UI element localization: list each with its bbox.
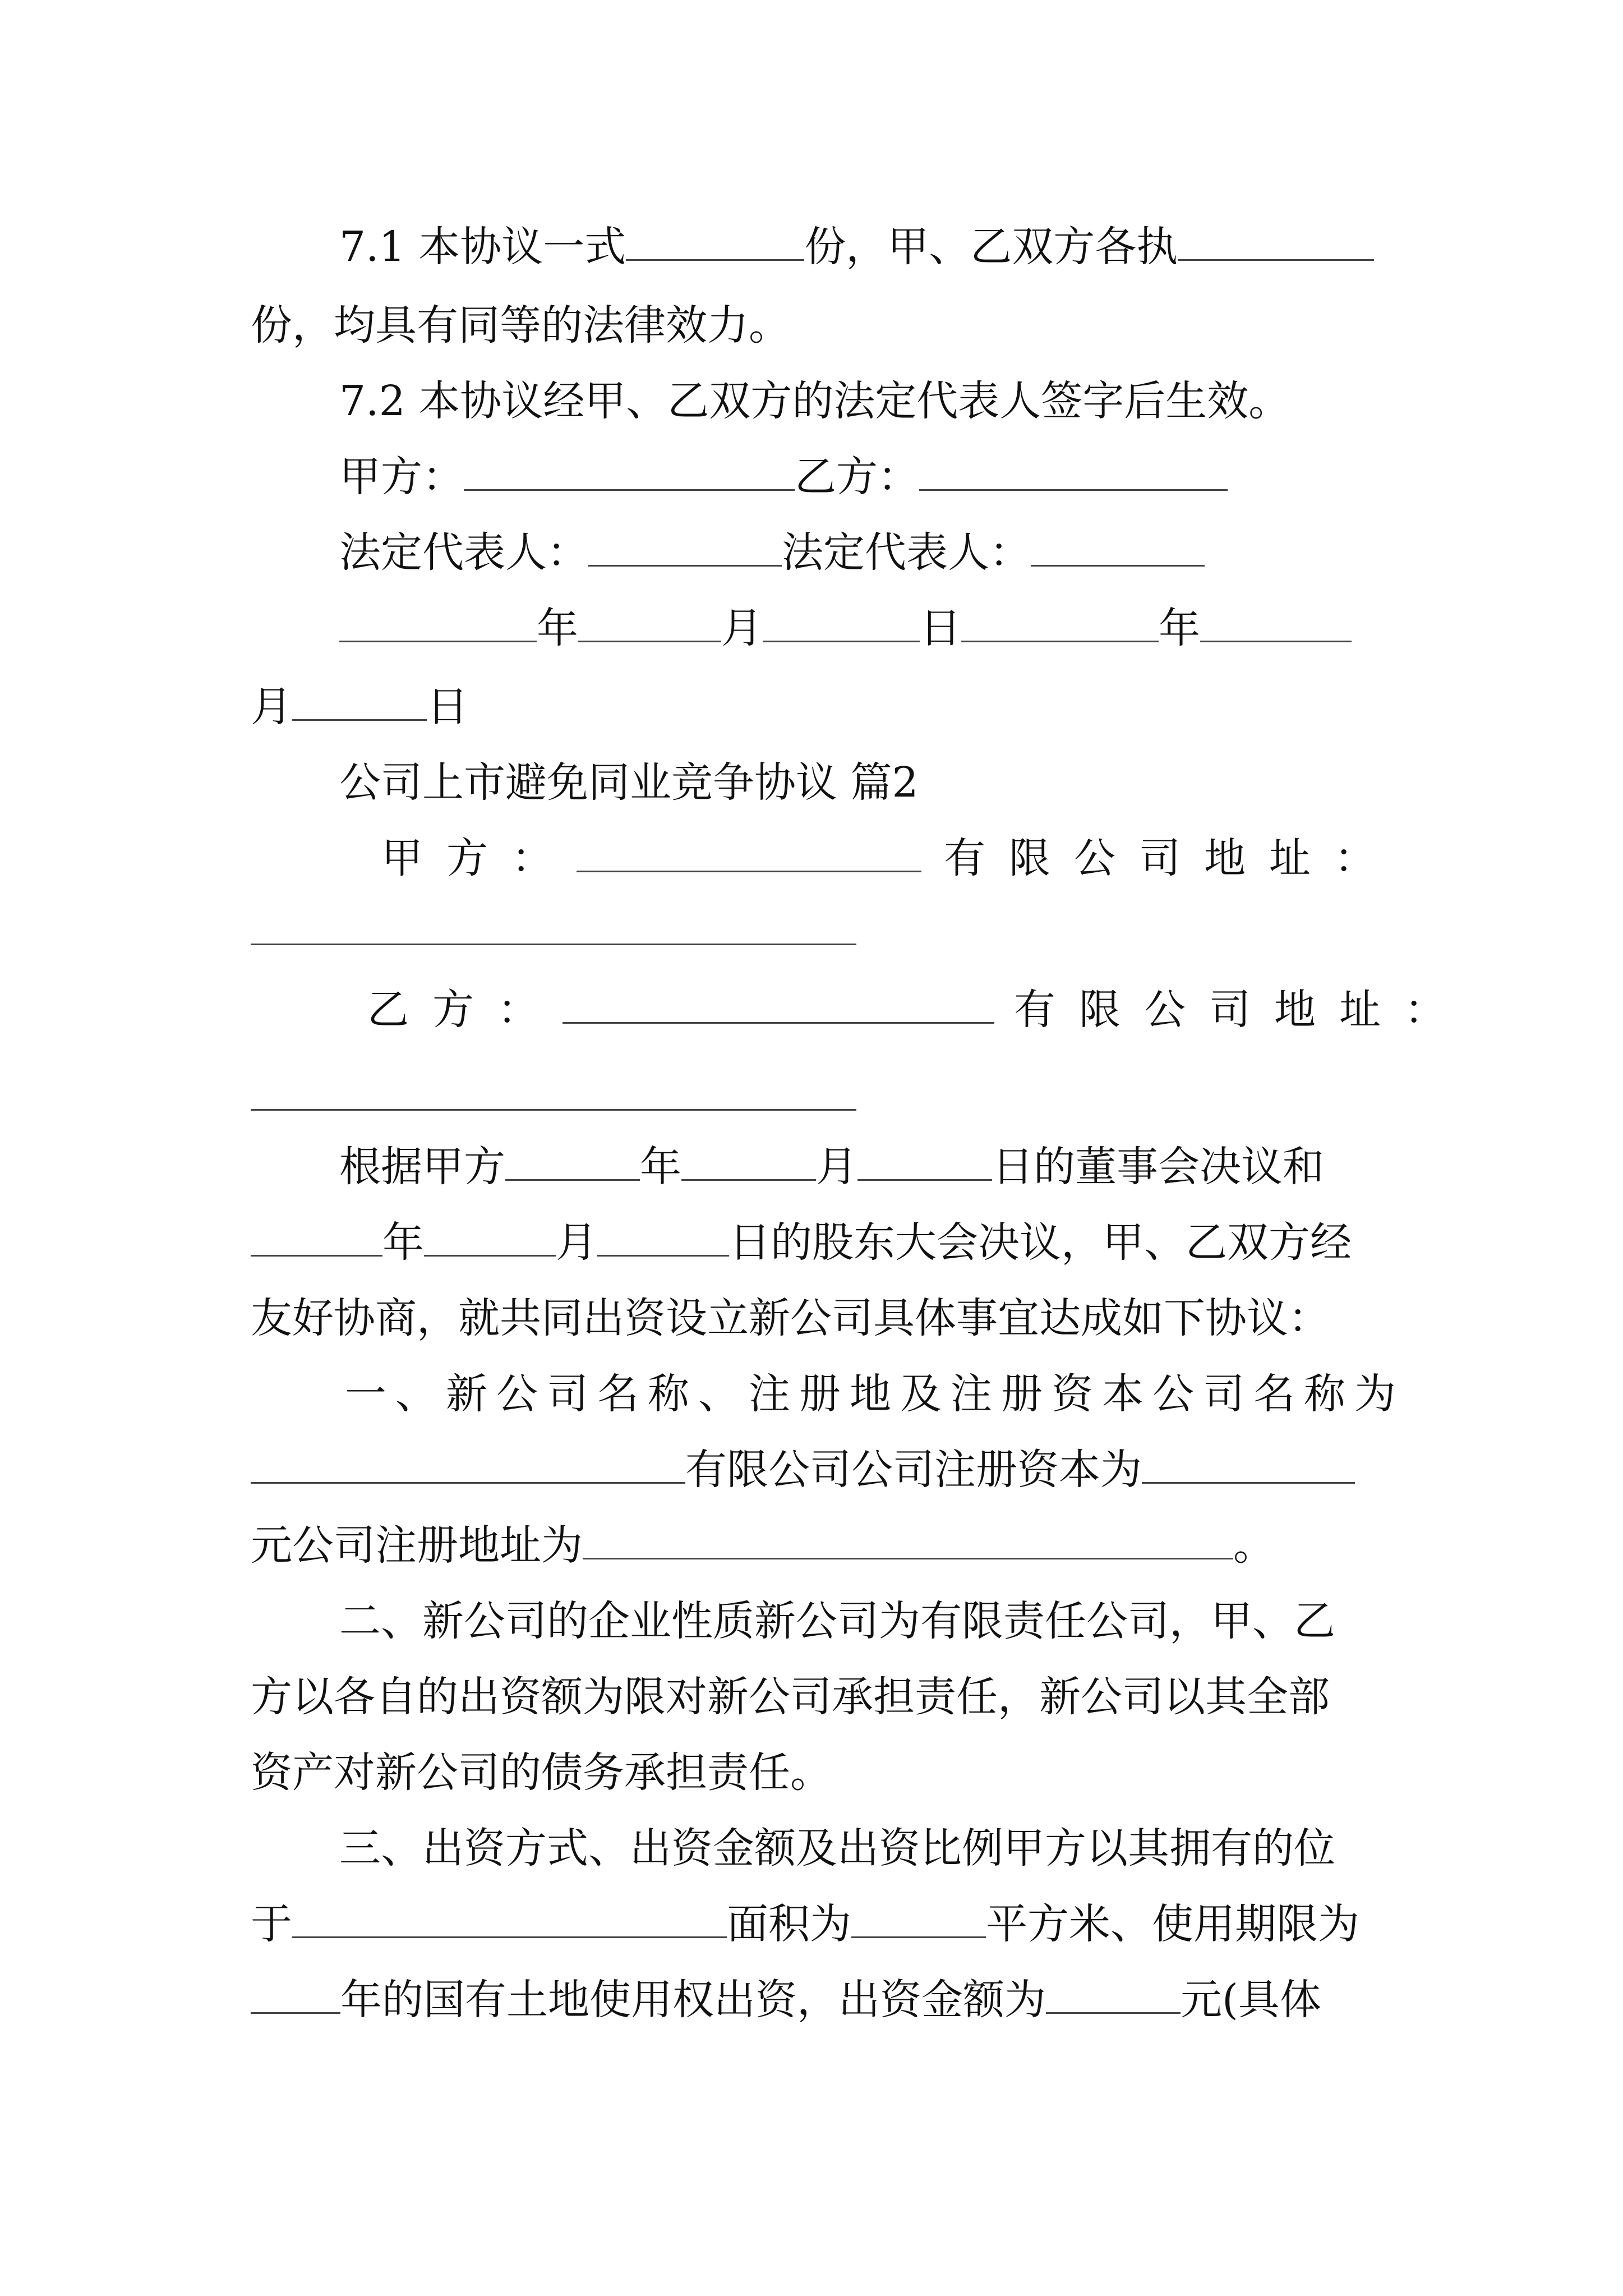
rep-a-label: 法定代表人： (339, 528, 588, 577)
land-area-blank[interactable] (851, 1896, 986, 1938)
copies-total-blank[interactable] (626, 219, 804, 261)
clause-7-2 (339, 373, 1290, 429)
year-label: 年 (537, 604, 578, 652)
clause-7-2-text: 7.2 本协议经甲、乙双方的法定代表人签字后生效。 (339, 377, 1290, 425)
party-a-label: 甲方： (339, 453, 464, 501)
month-label: 月 (556, 1218, 597, 1267)
clause1-line2 (251, 1442, 1355, 1498)
clause3-line3 (251, 1972, 1321, 2028)
clause-7-1-text-c: 份，均具有同等的法律效力。 (251, 301, 790, 349)
party-a-info-label: 甲方： (381, 834, 577, 882)
rep-b-blank[interactable] (1031, 524, 1205, 567)
party-b-address-line (251, 1069, 856, 1125)
clause3-text-d: 年的国有土地使用权出资，出资金额为 (340, 1976, 1046, 2024)
rep-b-label: 法定代表人： (782, 528, 1031, 577)
party-b-info-label: 乙方： (367, 986, 562, 1034)
intro-line2 (251, 1214, 1352, 1271)
signature-dates-line2 (251, 679, 468, 735)
party-b-address-label: 有限公司地址： (1014, 986, 1469, 1034)
party-a-address-line (251, 903, 856, 959)
land-location-blank[interactable] (292, 1896, 727, 1938)
party-b-blank[interactable] (919, 449, 1228, 491)
party-a-address-label: 有限公司地址： (944, 834, 1399, 882)
clause2-line1 (339, 1593, 1335, 1649)
party-a-address-blank[interactable] (251, 903, 856, 945)
date-b-day-blank[interactable] (292, 679, 427, 721)
year-label: 年 (1159, 604, 1200, 652)
signature-parties-line (339, 449, 1228, 505)
date-a-month-blank[interactable] (578, 600, 721, 642)
intro-line3 (251, 1290, 1330, 1346)
signature-reps-line (339, 524, 1205, 581)
day-label: 日 (427, 683, 468, 731)
intro-text-a: 根据甲方 (339, 1143, 505, 1191)
clause3-line2 (251, 1896, 1359, 1952)
registered-capital-blank[interactable] (1142, 1442, 1355, 1484)
board-year-blank[interactable] (505, 1139, 640, 1181)
company-name-blank[interactable] (251, 1442, 685, 1484)
clause1-text-a: 有限公司公司注册资本为 (685, 1446, 1142, 1494)
rep-a-blank[interactable] (588, 524, 782, 567)
clause3-text-c: 平方米、使用期限为 (986, 1900, 1359, 1948)
copies-each-blank[interactable] (1178, 219, 1374, 261)
year-label: 年 (640, 1143, 681, 1191)
day-label: 日 (920, 604, 961, 652)
clause3-line1 (339, 1820, 1335, 1876)
clause2-text-1: 二、新公司的企业性质新公司为有限责任公司，甲、乙 (339, 1597, 1335, 1645)
date-b-year-blank[interactable] (961, 600, 1159, 642)
clause1-text-b: 元公司注册地址为 (251, 1521, 583, 1570)
clause3-text-b: 面积为 (727, 1900, 851, 1948)
clause2-line3 (251, 1745, 832, 1801)
clause3-text-1: 三、出资方式、出资金额及出资比例甲方以其拥有的位 (339, 1824, 1335, 1872)
shareholder-month-blank[interactable] (424, 1214, 556, 1257)
intro-line1 (339, 1139, 1324, 1195)
intro-text-c: 日的股东大会决议，甲、乙双方经 (729, 1218, 1352, 1267)
clause-7-1-text-b: 份，甲、乙双方各执 (804, 223, 1178, 271)
clause1-heading (345, 1366, 1405, 1422)
contribution-amount-blank[interactable] (1046, 1972, 1181, 2014)
party-b-label: 乙方： (795, 453, 919, 501)
party-a-blank[interactable] (464, 449, 795, 491)
clause-7-1-line1 (339, 219, 1374, 275)
clause1-heading-text: 一、新公司名称、注册地及注册资本公司名称为 (345, 1370, 1405, 1418)
clause-7-1-line2 (251, 297, 790, 353)
clause3-text-a: 于 (251, 1900, 292, 1948)
registered-address-blank[interactable] (583, 1517, 1233, 1559)
signature-dates-line (339, 600, 1352, 656)
clause2-text-2: 方以各自的出资额为限对新公司承担责任，新公司以其全部 (251, 1673, 1330, 1721)
date-a-day-blank[interactable] (763, 600, 920, 642)
intro-text-d: 友好协商，就共同出资设立新公司具体事宜达成如下协议： (251, 1294, 1330, 1342)
party-a-line (381, 830, 1399, 886)
shareholder-year-blank[interactable] (251, 1214, 382, 1257)
section-title (339, 754, 919, 811)
date-b-month-blank[interactable] (1200, 600, 1352, 642)
party-a-company-blank[interactable] (577, 830, 921, 872)
month-label: 月 (251, 683, 292, 731)
clause2-text-3: 资产对新公司的债务承担责任。 (251, 1749, 832, 1797)
clause1-line3 (251, 1517, 1275, 1573)
land-term-blank[interactable] (251, 1972, 340, 2014)
month-label: 月 (721, 604, 763, 652)
party-b-address-blank[interactable] (251, 1069, 856, 1111)
clause1-end: 。 (1233, 1521, 1275, 1570)
clause3-text-e: 元(具体 (1181, 1976, 1321, 2024)
party-b-company-blank[interactable] (562, 982, 994, 1024)
clause2-line2 (251, 1669, 1330, 1725)
board-day-blank[interactable] (857, 1139, 992, 1181)
intro-text-b: 日的董事会决议和 (992, 1143, 1324, 1191)
year-label: 年 (382, 1218, 424, 1267)
party-b-line (367, 982, 1469, 1038)
date-a-year-blank[interactable] (339, 600, 537, 642)
shareholder-day-blank[interactable] (597, 1214, 729, 1257)
month-label: 月 (816, 1143, 857, 1191)
board-month-blank[interactable] (681, 1139, 816, 1181)
section-title-text: 公司上市避免同业竞争协议 篇2 (339, 758, 919, 807)
clause-7-1-text-a: 7.1 本协议一式 (339, 223, 626, 271)
